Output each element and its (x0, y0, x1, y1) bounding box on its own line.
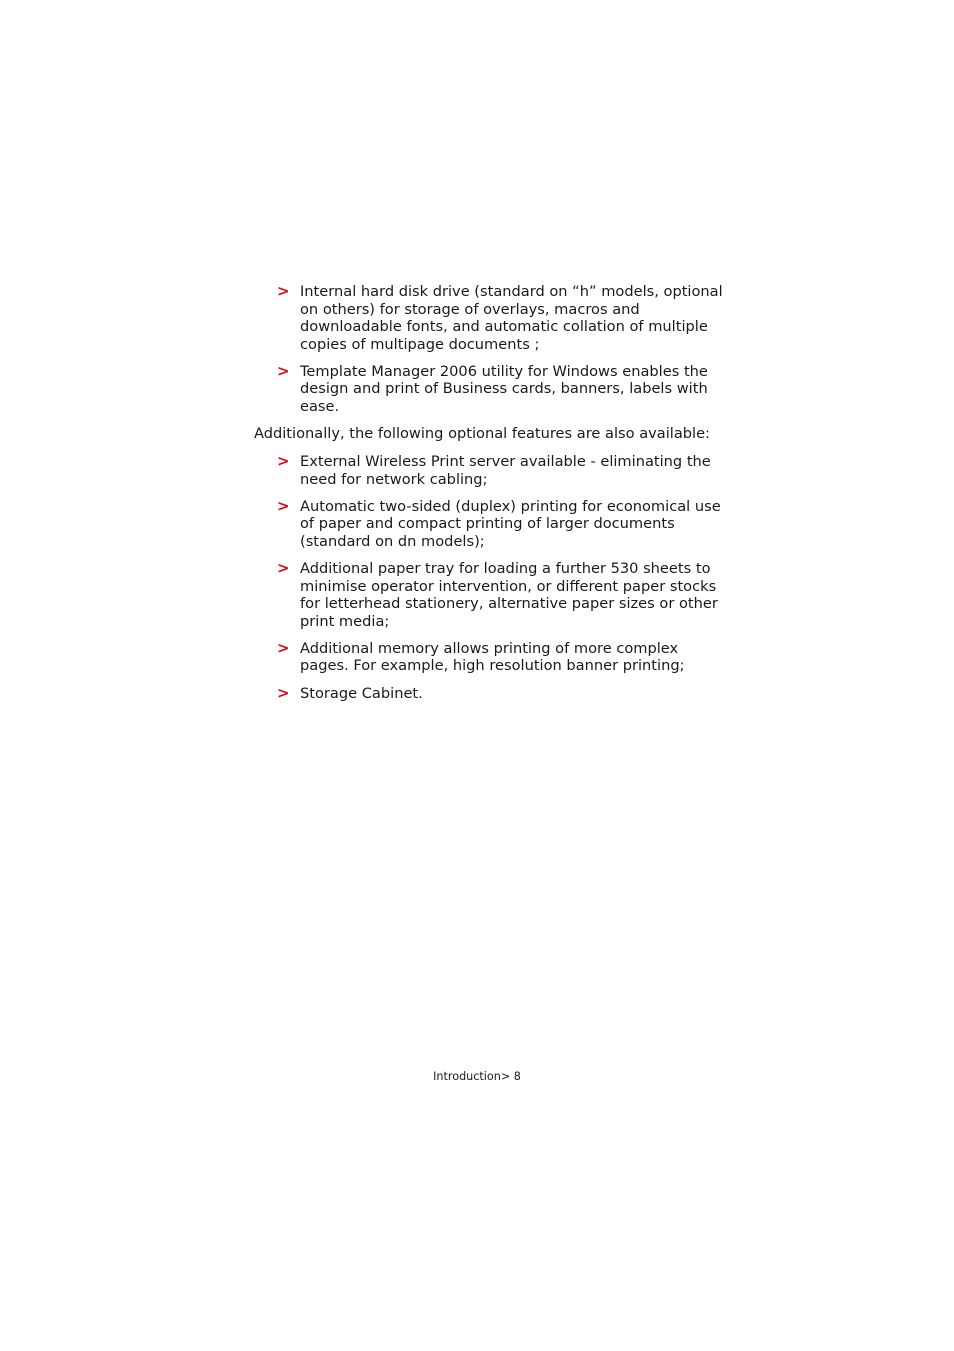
feature-list-standard (277, 283, 727, 425)
bullet-arrow-icon: > (277, 452, 290, 470)
page-footer: Introduction> 8 (433, 1070, 521, 1083)
list-item (277, 363, 727, 416)
bullet-arrow-icon: > (277, 361, 290, 380)
list-item (277, 283, 727, 353)
list-item-text: Automatic two-sided (duplex) printing for economical use of paper and compact printing of larger documents (standard on dn models); (300, 497, 721, 550)
bullet-arrow-icon: > (277, 558, 290, 577)
list-item (277, 498, 727, 551)
feature-list-optional (277, 453, 727, 712)
bullet-arrow-icon: > (277, 638, 290, 657)
list-item-text: Storage Cabinet. (300, 684, 423, 702)
bullet-arrow-icon: > (277, 282, 290, 300)
list-item (277, 560, 727, 630)
list-item-text: External Wireless Print server available - eliminating the need for network cabling; (300, 453, 711, 488)
list-item-text: Template Manager 2006 utility for Windows enables the design and print of Business cards, banners, labels with ease. (300, 362, 708, 416)
list-item-text: Additional memory allows printing of more complex pages. For example, high resolution banner printing; (300, 639, 685, 675)
list-item-text: Internal hard disk drive (standard on “h” models, optional on others) for storage of overlays, macros and downloadable fonts, and automatic collation of multiple copies of multipage documents ; (300, 283, 723, 353)
list-item-text: Additional paper tray for loading a further 530 sheets to minimise operator intervention, or different paper stocks for letterhead stationery, alternative paper sizes or other print media; (300, 559, 718, 630)
bullet-arrow-icon: > (277, 683, 290, 702)
body-paragraph: Additionally, the following optional features are also available: (254, 425, 710, 442)
bullet-arrow-icon: > (277, 496, 290, 515)
list-item (277, 640, 727, 675)
list-item (277, 685, 727, 703)
list-item (277, 453, 727, 488)
